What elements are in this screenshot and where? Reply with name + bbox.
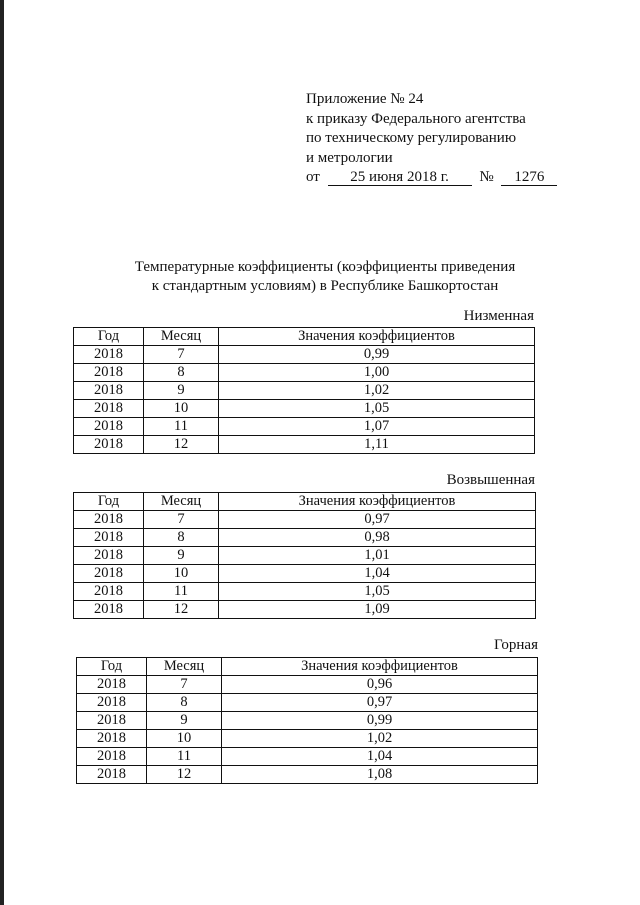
year-cell: 2018 <box>77 766 147 784</box>
table-header-row <box>74 328 535 346</box>
month-cell: 9 <box>144 547 219 565</box>
month-cell: 10 <box>144 400 219 418</box>
month-cell: 8 <box>144 529 219 547</box>
month-cell: 8 <box>147 694 222 712</box>
table-row <box>74 565 536 583</box>
table-row <box>74 601 536 619</box>
year-cell: 2018 <box>77 748 147 766</box>
appendix-number: Приложение № 24 <box>306 91 424 107</box>
column-header-year: Год <box>77 658 147 676</box>
month-cell: 11 <box>144 583 219 601</box>
month-cell: 8 <box>144 364 219 382</box>
month-cell: 9 <box>144 382 219 400</box>
table-row <box>77 730 538 748</box>
value-cell: 1,02 <box>222 730 538 748</box>
year-cell: 2018 <box>74 547 144 565</box>
order-date-line <box>306 168 557 188</box>
year-cell: 2018 <box>74 583 144 601</box>
column-header-year: Год <box>74 328 144 346</box>
year-cell: 2018 <box>77 730 147 748</box>
title-line-1: Температурные коэффициенты (коэффициенты приведения <box>134 259 516 275</box>
value-cell: 1,00 <box>219 364 535 382</box>
value-cell: 1,04 <box>222 748 538 766</box>
zone-label-upland: Возвышенная <box>446 472 535 488</box>
table-row <box>74 400 535 418</box>
month-cell: 11 <box>144 418 219 436</box>
year-cell: 2018 <box>74 400 144 418</box>
appendix-header <box>306 90 557 188</box>
month-cell: 12 <box>144 436 219 454</box>
year-cell: 2018 <box>74 529 144 547</box>
year-cell: 2018 <box>74 436 144 454</box>
table-row <box>74 511 536 529</box>
value-cell: 1,07 <box>219 418 535 436</box>
value-cell: 1,01 <box>219 547 536 565</box>
month-cell: 7 <box>147 676 222 694</box>
zone-label-mountain: Горная <box>494 637 538 653</box>
title-line-2: к стандартным условиям) в Республике Башкортостан <box>151 278 499 294</box>
value-cell: 1,04 <box>219 565 536 583</box>
month-cell: 10 <box>147 730 222 748</box>
column-header-values: Значения коэффициентов <box>219 328 535 346</box>
value-cell: 0,99 <box>222 712 538 730</box>
from-label: от <box>306 169 320 185</box>
column-header-year: Год <box>74 493 144 511</box>
year-cell: 2018 <box>74 364 144 382</box>
year-cell: 2018 <box>74 511 144 529</box>
year-cell: 2018 <box>77 712 147 730</box>
value-cell: 1,05 <box>219 400 535 418</box>
coefficients-table-lowland <box>73 327 535 454</box>
column-header-month: Месяц <box>144 493 219 511</box>
month-cell: 12 <box>144 601 219 619</box>
table-row <box>74 382 535 400</box>
column-header-month: Месяц <box>144 328 219 346</box>
column-header-values: Значения коэффициентов <box>219 493 536 511</box>
appendix-metrology-line: и метрологии <box>306 149 393 166</box>
value-cell: 0,98 <box>219 529 536 547</box>
coefficients-table-mountain <box>76 657 538 784</box>
value-cell: 1,05 <box>219 583 536 601</box>
table-header-row <box>77 658 538 676</box>
value-cell: 0,97 <box>219 511 536 529</box>
page-edge <box>0 0 4 905</box>
zone-label-lowland: Низменная <box>463 308 534 324</box>
month-cell: 11 <box>147 748 222 766</box>
month-cell: 7 <box>144 511 219 529</box>
value-cell: 0,96 <box>222 676 538 694</box>
year-cell: 2018 <box>74 418 144 436</box>
coefficients-table-upland <box>73 492 536 619</box>
table-row <box>74 418 535 436</box>
value-cell: 0,97 <box>222 694 538 712</box>
table-row <box>74 547 536 565</box>
year-cell: 2018 <box>74 346 144 364</box>
table-row <box>77 676 538 694</box>
column-header-month: Месяц <box>147 658 222 676</box>
table-row <box>74 364 535 382</box>
year-cell: 2018 <box>74 601 144 619</box>
year-cell: 2018 <box>77 676 147 694</box>
appendix-order-line: к приказу Федерального агентства <box>306 110 526 127</box>
table-row <box>74 529 536 547</box>
table-row <box>74 436 535 454</box>
table-header-row <box>74 493 536 511</box>
column-header-values: Значения коэффициентов <box>222 658 538 676</box>
table-row <box>77 766 538 784</box>
table-row <box>74 583 536 601</box>
number-label: № <box>479 169 494 185</box>
month-cell: 7 <box>144 346 219 364</box>
table-row <box>77 748 538 766</box>
order-number: 1276 <box>501 169 557 186</box>
appendix-agency-line: по техническому регулированию <box>306 130 517 146</box>
value-cell: 1,02 <box>219 382 535 400</box>
value-cell: 1,09 <box>219 601 536 619</box>
table-row <box>74 346 535 364</box>
table-row <box>77 712 538 730</box>
table-row <box>77 694 538 712</box>
value-cell: 1,08 <box>222 766 538 784</box>
month-cell: 9 <box>147 712 222 730</box>
value-cell: 0,99 <box>219 346 535 364</box>
month-cell: 12 <box>147 766 222 784</box>
document-title <box>60 258 590 296</box>
year-cell: 2018 <box>74 382 144 400</box>
order-date: 25 июня 2018 г. <box>328 169 472 186</box>
year-cell: 2018 <box>77 694 147 712</box>
month-cell: 10 <box>144 565 219 583</box>
value-cell: 1,11 <box>219 436 535 454</box>
year-cell: 2018 <box>74 565 144 583</box>
